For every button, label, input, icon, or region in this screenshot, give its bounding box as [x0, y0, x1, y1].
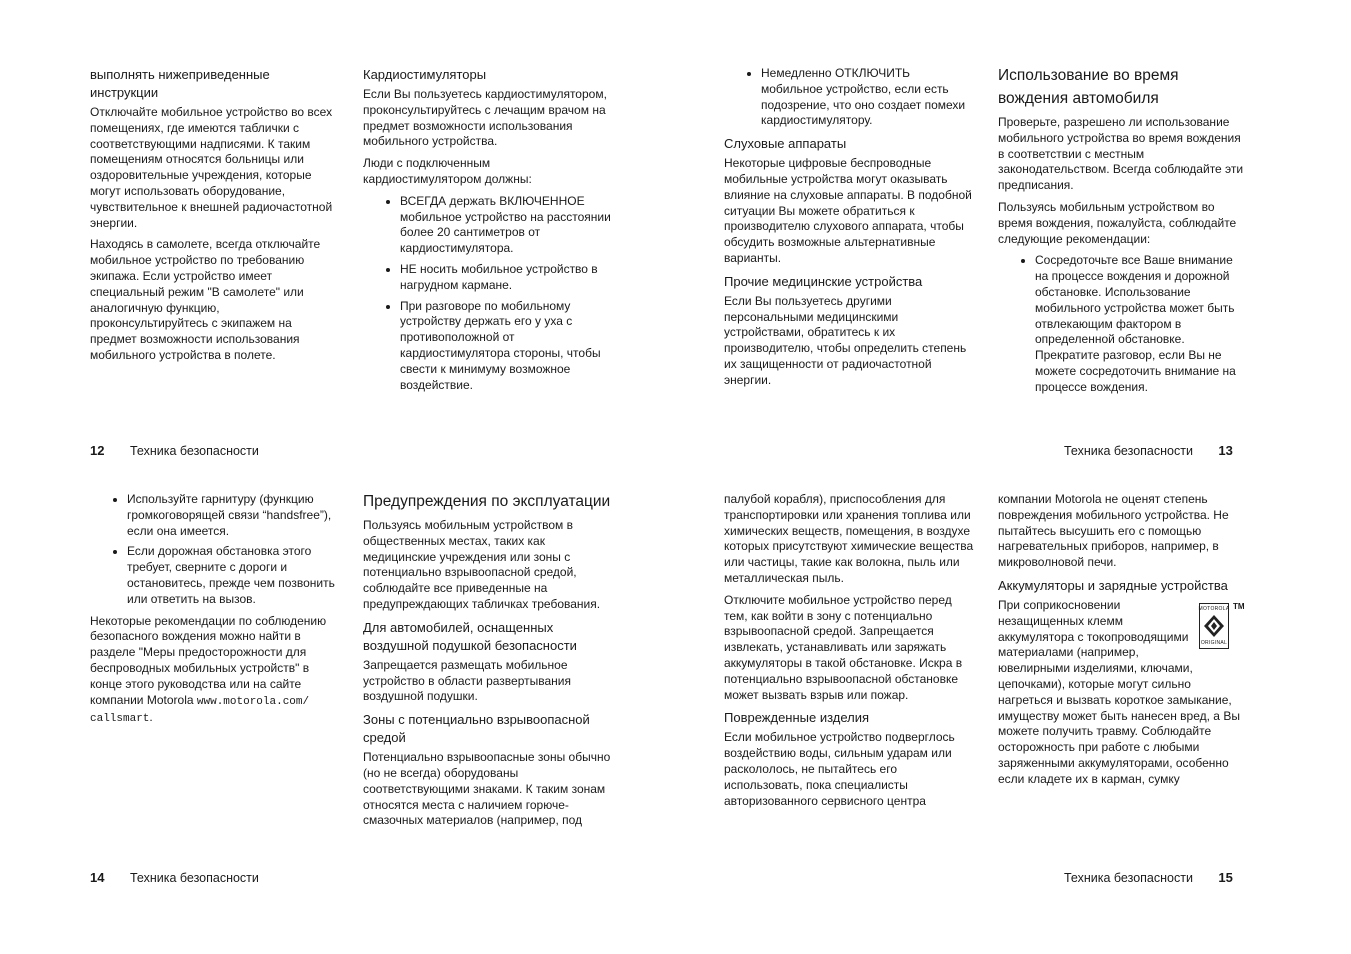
- paragraph: Некоторые цифровые беспроводные мобильные устройства могут оказывать влияние на слуховые аппараты. В подобной ситуации Вы можете обратиться к производителю слухового аппарата, чтобы обсудить возможные альтернативные варианты.: [724, 156, 972, 265]
- trademark-mark: TM: [1233, 602, 1245, 611]
- callsmart-link[interactable]: www.motorola.com/ callsmart: [90, 695, 310, 726]
- page13-column2: [998, 64, 1246, 402]
- page-number: 14: [90, 870, 105, 885]
- page15-column1: [724, 492, 974, 815]
- section-title: Техника безопасности: [1064, 871, 1193, 885]
- heading-pacemakers: Кардиостимуляторы: [363, 67, 487, 82]
- list-item: • Немедленно ОТКЛЮЧИТЬ мобильное устройство, если есть подозрение, что оно создает помехи кардиостимулятору.: [761, 66, 974, 129]
- paragraph: Пользуясь мобильным устройством в общественных местах, таких как медицинские учреждения или зоны с потенциально взрывоопасной средой, соблюдайте все приведенные на предупреждающих табличках требования.: [363, 518, 601, 611]
- paragraph: Находясь в самолете, всегда отключайте мобильное устройство по требованию экипажа. Если устройство имеет специальный режим "В самолете" или аналогичную функцию, проконсультируйтесь с экипажем на предмет возможности использования мобильного устройства в полете.: [90, 237, 321, 362]
- paragraph: компании Motorola не оценят степень повреждения мобильного устройства. Не пытайтесь высушить его с помощью нагревательных приборов, например, в микроволновой печи.: [998, 492, 1229, 570]
- diamond-emblem-icon: [1203, 614, 1225, 638]
- paragraph: Если мобильное устройство подверглось воздействию воды, сильным ударам или раскололось, не пытайтесь его использовать, пока специалисты авторизованного сервисного центра: [724, 730, 955, 808]
- page12-column2: [363, 66, 611, 399]
- page-number: 13: [1218, 443, 1233, 458]
- page14-column1: [90, 492, 340, 734]
- paragraph-end: .: [149, 710, 153, 725]
- bullet-list: [724, 66, 974, 129]
- paragraph: [90, 614, 340, 729]
- bullet-list: [90, 492, 340, 608]
- heading-driving: Использование во время вождения автомобиля: [998, 67, 1179, 107]
- logo-text-top: MOTOROLA: [1198, 606, 1230, 612]
- page13-footer: [1064, 443, 1233, 458]
- page12-footer: [90, 443, 259, 458]
- heading-batteries: Аккумуляторы и зарядные устройства: [998, 577, 1228, 593]
- paragraph: Отключите мобильное устройство перед тем, как войти в зону с потенциально взрывоопасной средой. Запрещается извлекать, устанавливать или заряжать аккумуляторы в такой обстановке. Искра в потенциально взрывоопасной обстановке может вызвать взрыв или пожар.: [724, 592, 963, 702]
- bullet-list: [998, 253, 1246, 395]
- heading: выполнять нижеприведенные инструкции: [90, 67, 270, 100]
- heading-operating-warnings: Предупреждения по эксплуатации: [363, 493, 611, 510]
- page-number: 15: [1218, 870, 1233, 885]
- page14-column2: [363, 490, 613, 835]
- paragraph: Отключайте мобильное устройство во всех помещениях, где имеются таблички с соответствующими надписями. К таким помещениям относятся больницы или оздоровительные учреждения, которые могут использовать оборудование, чувствительное к внешней радиочастотной энергии.: [90, 105, 333, 230]
- list-item: • Сосредоточьте все Ваше внимание на процессе вождения и дорожной обстановке. Использование мобильного устройства может быть отвлекающим фактором в определенной обстановке. Прекратите разговор, если Вы не можете сосредоточить внимание на процессе вождения.: [1035, 253, 1246, 395]
- list-item: • ВСЕГДА держать ВКЛЮЧЕННОЕ мобильное устройство на расстоянии более 20 сантиметров от кардиостимулятора.: [400, 194, 611, 257]
- heading-other-medical: Прочие медицинские устройства: [724, 273, 923, 289]
- list-item: • Используйте гарнитуру (функцию громкоговорящей связи “handsfree”), если она имеется.: [127, 492, 340, 539]
- logo-text-bottom: ORIGINAL: [1200, 640, 1228, 646]
- section-title: Техника безопасности: [1064, 444, 1193, 458]
- heading-airbags: Для автомобилей, оснащенных воздушной подушкой безопасности: [363, 619, 577, 653]
- paragraph-text: Некоторые рекомендации по соблюдению безопасного вождения можно найти в разделе "Меры предосторожности для беспроводных мобильных устройств" в конце этого руководства или на сайте компании Motorola: [90, 613, 327, 707]
- paragraph: Пользуясь мобильным устройством во время вождения, пожалуйста, соблюдайте следующие рекомендации:: [998, 199, 1237, 246]
- page15-footer: [1064, 870, 1233, 885]
- paragraph: Потенциально взрывоопасные зоны обычно (но не всегда) оборудованы соответствующими знаками. К таким зонам относятся места с наличием горюче-смазочных материалов (например, под: [363, 750, 611, 828]
- section-title: Техника безопасности: [129, 444, 259, 458]
- paragraph: Запрещается размещать мобильное устройство в области развертывания воздушной подушки.: [363, 657, 571, 704]
- section-title: Техника безопасности: [129, 871, 259, 885]
- paragraph: Люди с подключенным кардиостимулятором должны:: [363, 156, 532, 186]
- motorola-original-logo-icon: [1199, 603, 1229, 649]
- list-item: • Если дорожная обстановка этого требует, сверните с дороги и остановитесь, прежде чем позвонить или ответить на вызов.: [127, 544, 340, 607]
- bullet-list: [363, 194, 611, 394]
- paragraph: При соприкосновении незащищенных клемм аккумулятора с токопроводящими материалами (например, ювелирными изделиями, ключами, цепочками), которые могут сильно нагреться и вызвать короткое замыкание, имуществу может быть нанесен вред, а Вы можете получить травму. Соблюдайте осторожность при работе с любыми заряженными аккумуляторами, особенно если кладете их в карман, сумку: [998, 597, 1240, 786]
- heading-explosive-areas: Зоны с потенциально взрывоопасной средой: [363, 712, 590, 746]
- heading-hearing-aids: Слуховые аппараты: [724, 136, 847, 152]
- page14-footer: [90, 870, 259, 885]
- list-item: • При разговоре по мобильному устройству держать его у уха с противоположной от кардиостимулятора стороны, чтобы свести к минимуму возможное воздействие.: [400, 299, 611, 394]
- page13-column1: [724, 66, 974, 395]
- paragraph: Если Вы пользуетесь кардиостимулятором, проконсультируйтесь с лечащим врачом на предмет возможности использования мобильного устройства.: [363, 87, 607, 149]
- list-item: • НЕ носить мобильное устройство в нагрудном кармане.: [400, 262, 611, 294]
- paragraph: палубой корабля), приспособления для транспортировки или хранения топлива или химических веществ, помещения, в воздухе которых присутствуют химические вещества или частицы, такие как волокна, пыль или металлическая пыль.: [724, 492, 974, 585]
- paragraph: Если Вы пользуетесь другими персональными медицинскими устройствами, обратитесь к их производителю, чтобы определить степень их защищенности от радиочастотной энергии.: [724, 293, 967, 387]
- heading-damaged-products: Поврежденные изделия: [724, 710, 870, 726]
- page12-column1: [90, 66, 338, 370]
- page-number: 12: [90, 443, 105, 458]
- paragraph: Проверьте, разрешено ли использование мобильного устройства во время вождения в соответствии с местным законодательством. Всегда соблюдайте эти предписания.: [998, 115, 1244, 193]
